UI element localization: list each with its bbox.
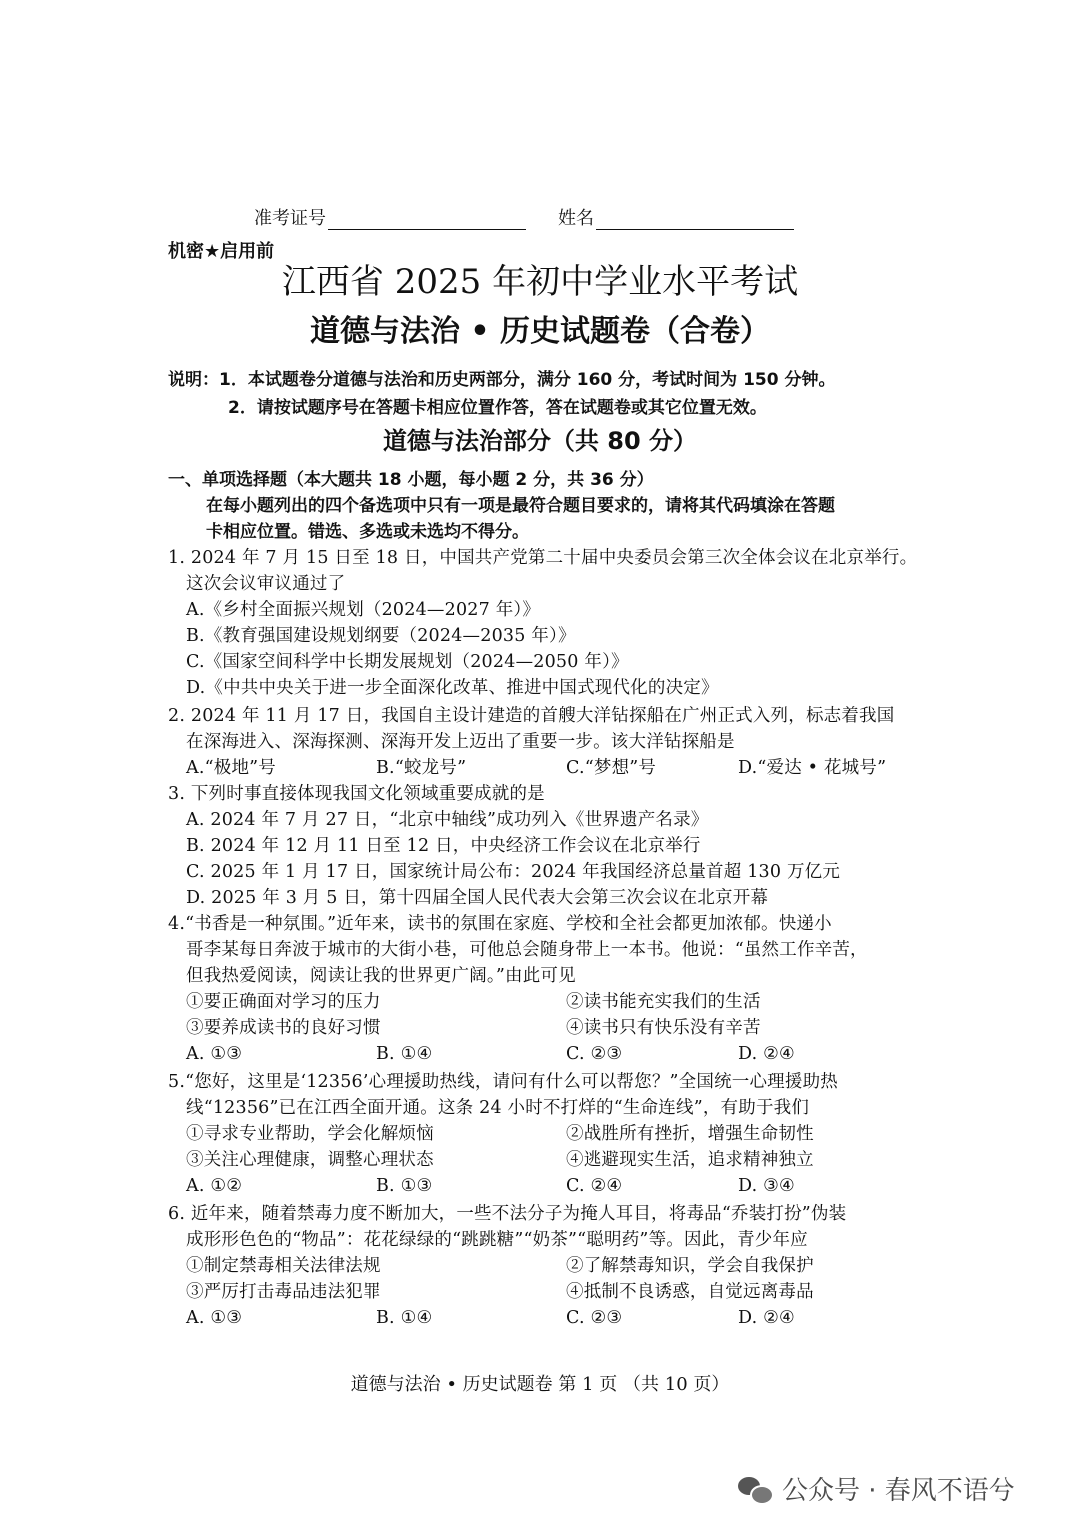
q5-option-b: B. ①③	[376, 1176, 433, 1196]
q4-option-d: D. ②④	[738, 1044, 795, 1064]
q2-option-d: D.“爱达 • 花城号”	[738, 758, 887, 778]
q4-statement-2: ②读书能充实我们的生活	[566, 992, 761, 1012]
q4-statement-3: ③要养成读书的良好习惯	[186, 1018, 381, 1038]
q4-stem-line-2: 哥李某每日奔波于城市的大街小巷，可他总会随身带上一本书。他说：“虽然工作辛苦，	[186, 940, 868, 960]
q6-stem-line-1: 6. 近年来，随着禁毒力度不断加大，一些不法分子为掩人耳目，将毒品“乔装打扮”伪装	[168, 1204, 847, 1224]
q3-option-c: C. 2025 年 1 月 17 日，国家统计局公布：2024 年我国经济总量首超 130 万亿元	[186, 862, 841, 882]
page-footer: 道德与法治 • 历史试题卷 第 1 页 （共 10 页）	[350, 1374, 730, 1395]
secret-tag: 机密★启用前	[168, 241, 275, 262]
part-heading: 一、单项选择题（本大题共 18 小题，每小题 2 分，共 36 分）	[168, 470, 654, 490]
q5-statement-4: ④逃避现实生活，追求精神独立	[566, 1150, 814, 1170]
q3-option-b: B. 2024 年 12 月 11 日至 12 日，中央经济工作会议在北京举行	[186, 836, 701, 856]
q6-option-a: A. ①③	[186, 1308, 243, 1328]
section-title: 道德与法治部分（共 80 分）	[382, 427, 698, 455]
watermark-text: 公众号 · 春风不语兮	[782, 1476, 1015, 1506]
q5-option-c: C. ②④	[566, 1176, 623, 1196]
q5-statement-2: ②战胜所有挫折，增强生命韧性	[566, 1124, 814, 1144]
q2-stem-line-1: 2. 2024 年 11 月 17 日，我国自主设计建造的首艘大洋钻探船在广州正式入列，标志着我国	[168, 706, 895, 726]
note-line-1: 说明：1．本试题卷分道德与法治和历史两部分，满分 160 分，考试时间为 150 分钟。	[168, 370, 836, 390]
q6-option-c: C. ②③	[566, 1308, 623, 1328]
q1-option-d: D.《中共中央关于进一步全面深化改革、推进中国式现代化的决定》	[186, 678, 719, 698]
q6-stem-line-2: 成形形色色的“物品”：花花绿绿的“跳跳糖”“奶茶”“聪明药”等。因此，青少年应	[186, 1230, 808, 1250]
q2-option-c: C.“梦想”号	[566, 758, 657, 778]
q5-statement-1: ①寻求专业帮助，学会化解烦恼	[186, 1124, 434, 1144]
q6-option-b: B. ①④	[376, 1308, 433, 1328]
q6-statement-2: ②了解禁毒知识，学会自我保护	[566, 1256, 814, 1276]
q6-statement-1: ①制定禁毒相关法律法规	[186, 1256, 381, 1276]
watermark	[738, 1470, 1015, 1507]
q1-option-b: B.《教育强国建设规划纲要（2024—2035 年）》	[186, 626, 576, 646]
q5-option-d: D. ③④	[738, 1176, 795, 1196]
exam-id-field	[254, 204, 526, 230]
exam-id-blank	[328, 211, 526, 230]
name-blank	[596, 211, 794, 230]
q2-option-b: B.“蛟龙号”	[376, 758, 467, 778]
q1-stem-line-2: 这次会议审议通过了	[186, 574, 346, 594]
exam-subtitle: 道德与法治 • 历史试题卷（合卷）	[309, 314, 771, 349]
q1-option-a: A.《乡村全面振兴规划（2024—2027 年）》	[186, 600, 541, 620]
q6-statement-4: ④抵制不良诱惑，自觉远离毒品	[566, 1282, 814, 1302]
q4-option-c: C. ②③	[566, 1044, 623, 1064]
q5-option-a: A. ①②	[186, 1176, 243, 1196]
part-instruction-2: 卡相应位置。错选、多选或未选均不得分。	[206, 522, 529, 542]
q3-stem: 3. 下列时事直接体现我国文化领域重要成就的是	[168, 784, 545, 804]
q1-stem-line-1: 1. 2024 年 7 月 15 日至 18 日，中国共产党第二十届中央委员会第三次全体会议在北京举行。	[168, 548, 918, 568]
q1-option-c: C.《国家空间科学中长期发展规划（2024—2050 年）》	[186, 652, 629, 672]
q6-option-d: D. ②④	[738, 1308, 795, 1328]
name-field	[558, 204, 794, 230]
q4-statement-1: ①要正确面对学习的压力	[186, 992, 381, 1012]
q2-option-a: A.“极地”号	[186, 758, 276, 778]
part-instruction-1: 在每小题列出的四个备选项中只有一项是最符合题目要求的，请将其代码填涂在答题	[206, 496, 835, 516]
exam-id-label: 准考证号	[254, 208, 326, 229]
q2-stem-line-2: 在深海进入、深海探测、深海开发上迈出了重要一步。该大洋钻探船是	[186, 732, 735, 752]
note-line-2: 2．请按试题序号在答题卡相应位置作答，答在试题卷或其它位置无效。	[228, 398, 767, 418]
q3-option-d: D. 2025 年 3 月 5 日，第十四届全国人民代表大会第三次会议在北京开幕	[186, 888, 769, 908]
name-label: 姓名	[558, 208, 594, 229]
wechat-icon	[738, 1475, 772, 1503]
q3-option-a: A. 2024 年 7 月 27 日，“北京中轴线”成功列入《世界遗产名录》	[186, 810, 709, 830]
q5-statement-3: ③关注心理健康，调整心理状态	[186, 1150, 434, 1170]
q4-statement-4: ④读书只有快乐没有辛苦	[566, 1018, 761, 1038]
exam-title: 江西省 2025 年初中学业水平考试	[281, 262, 799, 302]
q6-statement-3: ③严厉打击毒品违法犯罪	[186, 1282, 381, 1302]
q4-option-b: B. ①④	[376, 1044, 433, 1064]
q4-stem-line-1: 4.“书香是一种氛围。”近年来，读书的氛围在家庭、学校和全社会都更加浓郁。快递小	[168, 914, 832, 934]
q4-option-a: A. ①③	[186, 1044, 243, 1064]
q5-stem-line-1: 5.“您好，这里是‘12356’心理援助热线，请问有什么可以帮您？”全国统一心理援助热	[168, 1072, 838, 1092]
q4-stem-line-3: 但我热爱阅读，阅读让我的世界更广阔。”由此可见	[186, 966, 576, 986]
q5-stem-line-2: 线“12356”已在江西全面开通。这条 24 小时不打烊的“生命连线”，有助于我们	[186, 1098, 810, 1118]
